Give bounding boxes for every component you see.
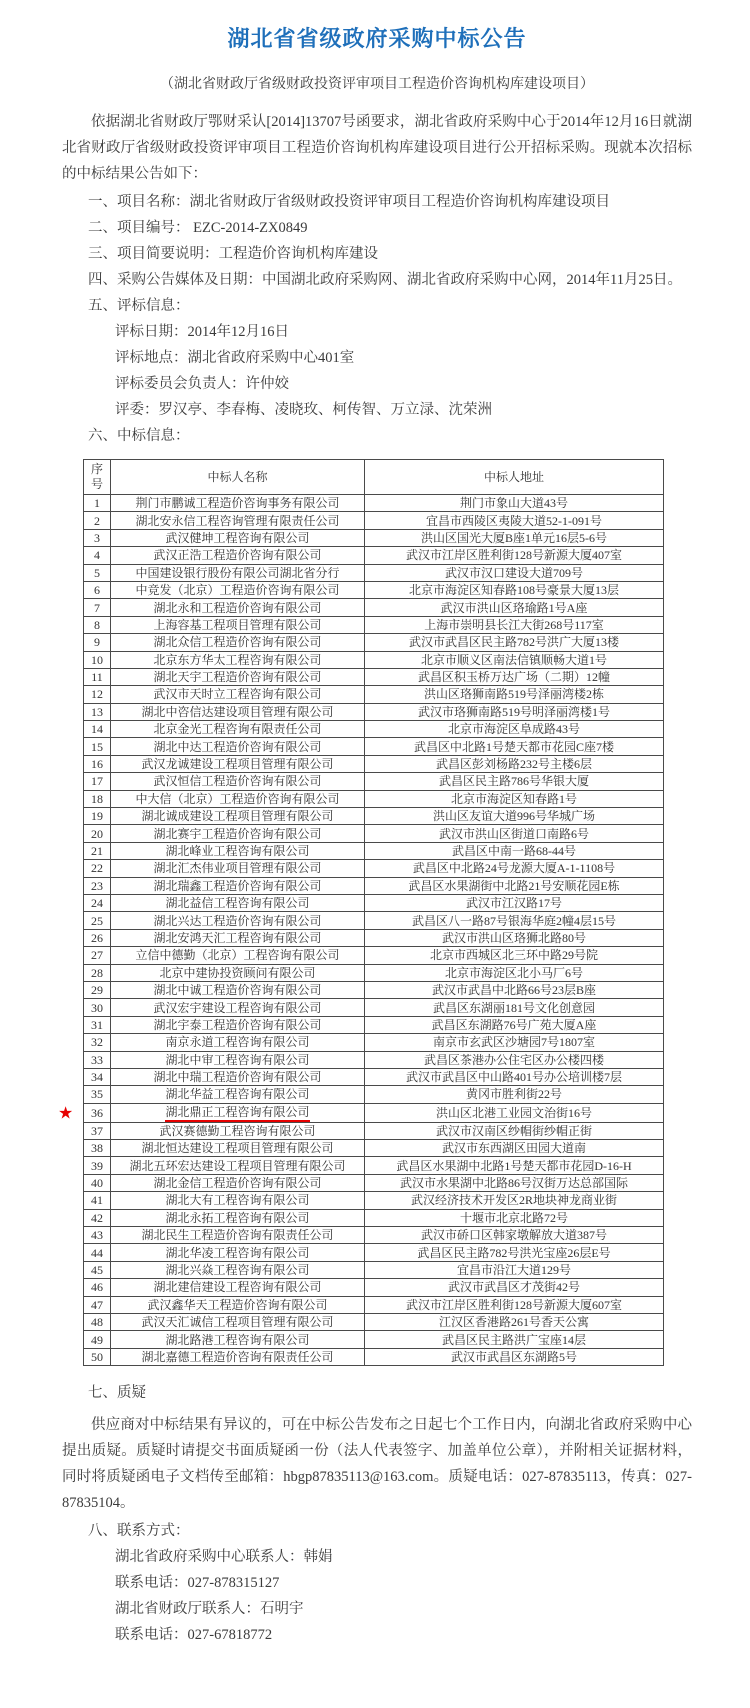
winner-name: 北京东方华太工程咨询有限公司 xyxy=(111,651,365,668)
row-seq: 45 xyxy=(84,1261,111,1278)
winner-name: 湖北建信建设工程咨询有限公司 xyxy=(111,1279,365,1296)
table-row xyxy=(84,634,664,651)
table-row xyxy=(84,877,664,894)
table-row xyxy=(84,894,664,911)
row-seq: 35 xyxy=(84,1086,111,1103)
winner-address: 武昌区八一路87号银海华庭2幢4层15号 xyxy=(365,912,664,929)
row-seq: 13 xyxy=(84,703,111,720)
winner-address: 武汉经济技术开发区2R地块神龙商业街 xyxy=(365,1192,664,1209)
winner-name: 湖北兴焱工程咨询有限公司 xyxy=(111,1261,365,1278)
table-row xyxy=(84,1279,664,1296)
row-seq: 27 xyxy=(84,947,111,964)
row-seq: 26 xyxy=(84,929,111,946)
row-seq: 50 xyxy=(84,1348,111,1365)
winner-address: 南京市玄武区沙塘园7号1807室 xyxy=(365,1034,664,1051)
winner-name: 湖北兴达工程造价咨询有限公司 xyxy=(111,912,365,929)
winner-address: 北京市海淀区阜成路43号 xyxy=(365,721,664,738)
winner-name: 湖北华益工程咨询有限公司 xyxy=(111,1086,365,1103)
row-seq: 15 xyxy=(84,738,111,755)
row-seq: 6 xyxy=(84,581,111,598)
row-seq: 48 xyxy=(84,1313,111,1330)
winner-address: 武汉市水果湖中北路86号汉街万达总部国际 xyxy=(365,1174,664,1191)
table-row xyxy=(84,1227,664,1244)
row-seq: 25 xyxy=(84,912,111,929)
winner-name: 武汉宏宇建设工程咨询有限公司 xyxy=(111,999,365,1016)
page-subtitle: （湖北省财政厅省级财政投资评审项目工程造价咨询机构库建设项目） xyxy=(160,77,594,92)
table-row xyxy=(84,1034,664,1051)
winner-address: 武昌区民主路786号华银大厦 xyxy=(365,773,664,790)
row-seq: 4 xyxy=(84,547,111,564)
table-row xyxy=(84,1348,664,1365)
winner-address: 北京市海淀区知春路1号 xyxy=(365,790,664,807)
winner-name: 湖北众信工程造价咨询有限公司 xyxy=(111,634,365,651)
table-row xyxy=(84,581,664,598)
section-objection-heading: 七、质疑 xyxy=(88,1385,146,1402)
row-seq: 34 xyxy=(84,1068,111,1085)
winner-name: 湖北嘉德工程造价咨询有限责任公司 xyxy=(111,1348,365,1365)
row-seq: 36 ★ xyxy=(84,1103,111,1122)
row-seq: 38 xyxy=(84,1140,111,1157)
table-row xyxy=(84,668,664,685)
table-row xyxy=(84,1296,664,1313)
table-row xyxy=(84,1086,664,1103)
table-row xyxy=(84,1157,664,1174)
winner-name: 湖北路港工程咨询有限公司 xyxy=(111,1331,365,1348)
table-row xyxy=(84,912,664,929)
winner-address: 武昌区东湖路76号广苑大厦A座 xyxy=(365,1016,664,1033)
table-row xyxy=(84,842,664,859)
item-award-heading: 六、中标信息： xyxy=(88,428,190,444)
table-row xyxy=(84,964,664,981)
winner-name: 武汉赛德勤工程咨询有限公司 xyxy=(111,1122,365,1139)
table-row xyxy=(84,999,664,1016)
table-row xyxy=(84,1103,664,1122)
table-row xyxy=(84,1140,664,1157)
row-seq: 33 xyxy=(84,1051,111,1068)
table-row xyxy=(84,599,664,616)
winner-name: 武汉市天时立工程咨询有限公司 xyxy=(111,686,365,703)
objection-paragraph: 供应商对中标结果有异议的，可在中标公告发布之日起七个工作日内，向湖北省政府采购中心提出质疑。质疑时请提交书面质疑函一份（法人代表签字、加盖单位公章），并附相关证据材料，同时将质疑函电子文档传至邮箱：hbgp87835113@163.com。质疑电话：027-87835113，传真：027-87835104。 xyxy=(62,1417,692,1512)
table-row xyxy=(84,703,664,720)
table-row xyxy=(84,1122,664,1139)
winner-address: 武昌区茶港办公住宅区办公楼四楼 xyxy=(365,1051,664,1068)
table-row xyxy=(84,825,664,842)
winner-address: 宜昌市沿江大道129号 xyxy=(365,1261,664,1278)
contact-center-person: 湖北省政府采购中心联系人：韩娟 xyxy=(115,1549,333,1566)
row-seq: 18 xyxy=(84,790,111,807)
evaluation-date: 评标日期：2014年12月16日 xyxy=(115,324,289,340)
winner-name: 湖北益信工程咨询有限公司 xyxy=(111,894,365,911)
winner-address: 武昌区民主路洪广宝座14层 xyxy=(365,1331,664,1348)
winner-address: 江汉区香港路261号香天公寓 xyxy=(365,1313,664,1330)
contact-center-phone: 联系电话：027-878315127 xyxy=(115,1575,280,1592)
winner-address: 武汉市武昌区民主路782号洪广大厦13楼 xyxy=(365,634,664,651)
winner-address: 武汉市洪山区街道口南路6号 xyxy=(365,825,664,842)
contact-finance-person: 湖北省财政厅联系人：石明宇 xyxy=(115,1601,304,1618)
winner-address: 武昌区中南一路68-44号 xyxy=(365,842,664,859)
row-seq: 5 xyxy=(84,564,111,581)
table-row xyxy=(84,738,664,755)
winner-name: 湖北鼎正工程咨询有限公司 xyxy=(111,1103,365,1122)
table-row xyxy=(84,947,664,964)
table-row xyxy=(84,755,664,772)
winner-address: 武汉市江岸区胜利街128号新源大厦407室 xyxy=(365,547,664,564)
table-row xyxy=(84,1209,664,1226)
winner-address: 武汉市江汉路17号 xyxy=(365,894,664,911)
row-seq: 40 xyxy=(84,1174,111,1191)
table-row xyxy=(84,773,664,790)
item-evaluation-heading: 五、评标信息： xyxy=(88,298,190,314)
winner-address: 武汉市硚口区韩家墩解放大道387号 xyxy=(365,1227,664,1244)
table-row xyxy=(84,790,664,807)
row-seq: 30 xyxy=(84,999,111,1016)
table-row xyxy=(84,1192,664,1209)
header-winner-address: 中标人地址 xyxy=(365,460,664,495)
row-seq: 10 xyxy=(84,651,111,668)
evaluation-chief: 评标委员会负责人：许仲姣 xyxy=(115,376,289,392)
row-seq: 43 xyxy=(84,1227,111,1244)
winner-address: 武昌区水果湖街中北路21号安顺花园E栋 xyxy=(365,877,664,894)
winner-address: 武汉市洪山区珞瑜路1号A座 xyxy=(365,599,664,616)
winner-name: 武汉龙诚建设工程项目管理有限公司 xyxy=(111,755,365,772)
winner-address: 武昌区东湖丽181号文化创意园 xyxy=(365,999,664,1016)
row-seq: 2 xyxy=(84,512,111,529)
winner-address: 北京市西城区北三环中路29号院 xyxy=(365,947,664,964)
winner-name: 湖北恒达建设工程项目管理有限公司 xyxy=(111,1140,365,1157)
item-project-brief: 三、项目简要说明：工程造价咨询机构库建设 xyxy=(88,246,378,262)
table-row xyxy=(84,495,664,512)
row-seq: 22 xyxy=(84,860,111,877)
winner-address: 武昌区中北路24号龙源大厦A-1-1108号 xyxy=(365,860,664,877)
evaluation-committee: 评委：罗汉亭、李春梅、凌晓玫、柯传智、万立渌、沈荣洲 xyxy=(115,402,492,418)
row-seq: 28 xyxy=(84,964,111,981)
row-seq: 21 xyxy=(84,842,111,859)
row-seq: 19 xyxy=(84,808,111,825)
row-seq: 16 xyxy=(84,755,111,772)
winner-name: 湖北峰业工程咨询有限公司 xyxy=(111,842,365,859)
winner-name: 湖北安永信工程咨询管理有限责任公司 xyxy=(111,512,365,529)
table-row xyxy=(84,547,664,564)
table-row xyxy=(84,1174,664,1191)
table-row xyxy=(84,616,664,633)
section-contact-heading: 八、联系方式： xyxy=(88,1523,190,1540)
item-announcement-media: 四、采购公告媒体及日期：中国湖北政府采购网、湖北省政府采购中心网，2014年11月25日。 xyxy=(88,272,682,288)
winner-name: 湖北五环宏达建设工程项目管理有限公司 xyxy=(111,1157,365,1174)
winner-address: 武汉市江岸区胜利街128号新源大厦607室 xyxy=(365,1296,664,1313)
table-row xyxy=(84,860,664,877)
table-row xyxy=(84,1068,664,1085)
winner-name: 湖北永拓工程咨询有限公司 xyxy=(111,1209,365,1226)
winner-name: 中国建设银行股份有限公司湖北省分行 xyxy=(111,564,365,581)
winner-name: 湖北汇杰伟业项目管理有限公司 xyxy=(111,860,365,877)
row-seq: 41 xyxy=(84,1192,111,1209)
winner-name: 湖北永和工程造价咨询有限公司 xyxy=(111,599,365,616)
winner-address: 武昌区民主路782号洪光宝座26层E号 xyxy=(365,1244,664,1261)
table-row xyxy=(84,1313,664,1330)
winner-name: 武汉正浩工程造价咨询有限公司 xyxy=(111,547,365,564)
row-seq: 44 xyxy=(84,1244,111,1261)
winner-name: 北京金光工程咨询有限责任公司 xyxy=(111,721,365,738)
winner-name: 武汉恒信工程造价咨询有限公司 xyxy=(111,773,365,790)
winner-address: 武汉市武昌区中山路401号办公培训楼7层 xyxy=(365,1068,664,1085)
winner-address: 荆门市象山大道43号 xyxy=(365,495,664,512)
page-title: 湖北省省级政府采购中标公告 xyxy=(227,26,527,51)
winner-address: 宜昌市西陵区夷陵大道52-1-091号 xyxy=(365,512,664,529)
header-seq: 序号 xyxy=(84,460,111,495)
table-row xyxy=(84,1244,664,1261)
winner-name: 湖北中瑞工程造价咨询有限公司 xyxy=(111,1068,365,1085)
row-seq: 39 xyxy=(84,1157,111,1174)
table-row xyxy=(84,529,664,546)
winners-table-body xyxy=(58,495,664,1366)
table-header-row xyxy=(84,460,664,495)
winners-table xyxy=(58,459,664,1366)
winner-address: 武汉市汉南区纱帽街纱帽正街 xyxy=(365,1122,664,1139)
winner-name: 湖北中达工程造价咨询有限公司 xyxy=(111,738,365,755)
winner-name: 北京中建协投资顾问有限公司 xyxy=(111,964,365,981)
table-row xyxy=(84,808,664,825)
row-seq: 46 xyxy=(84,1279,111,1296)
winner-address: 洪山区友谊大道996号华城广场 xyxy=(365,808,664,825)
winner-address: 洪山区珞狮南路519号泽丽湾楼2栋 xyxy=(365,686,664,703)
winner-address: 武汉市珞狮南路519号明泽丽湾楼1号 xyxy=(365,703,664,720)
table-row xyxy=(84,1016,664,1033)
winner-address: 洪山区北港工业园文治街16号 xyxy=(365,1103,664,1122)
row-seq: 42 xyxy=(84,1209,111,1226)
winner-address: 武昌区彭刘杨路232号主楼6层 xyxy=(365,755,664,772)
winner-address: 武汉市汉口建设大道709号 xyxy=(365,564,664,581)
star-icon: ★ xyxy=(58,1103,74,1123)
header-winner-name: 中标人名称 xyxy=(111,460,365,495)
winner-name: 湖北瑞鑫工程造价咨询有限公司 xyxy=(111,877,365,894)
table-row xyxy=(84,686,664,703)
winner-name: 立信中德勤（北京）工程咨询有限公司 xyxy=(111,947,365,964)
row-seq: 14 xyxy=(84,721,111,738)
winner-address: 武汉市武昌中北路66号23层B座 xyxy=(365,981,664,998)
row-seq: 12 xyxy=(84,686,111,703)
winner-address: 上海市崇明县长江大街268号117室 xyxy=(365,616,664,633)
winner-name: 湖北诚成建设工程项目管理有限公司 xyxy=(111,808,365,825)
table-row xyxy=(84,512,664,529)
winner-address: 武汉市武昌区才茂街42号 xyxy=(365,1279,664,1296)
winner-name: 武汉天汇诚信工程项目管理有限公司 xyxy=(111,1313,365,1330)
table-row xyxy=(84,564,664,581)
evaluation-place: 评标地点：湖北省政府采购中心401室 xyxy=(115,350,355,366)
table-row xyxy=(84,1331,664,1348)
intro-paragraph: 依据湖北省财政厅鄂财采认[2014]13707号函要求，湖北省政府采购中心于2014年12月16日就湖北省财政厅省级财政投资评审项目工程造价咨询机构库建设项目进行公开招标采购。现就本次招标的中标结果公告如下： xyxy=(62,114,692,182)
winner-address: 洪山区国光大厦B座1单元16层5-6号 xyxy=(365,529,664,546)
item-project-number: 二、项目编号： EZC-2014-ZX0849 xyxy=(88,220,308,236)
winner-name: 南京永道工程咨询有限公司 xyxy=(111,1034,365,1051)
winner-name: 湖北民生工程造价咨询有限责任公司 xyxy=(111,1227,365,1244)
winner-address: 北京市海淀区知春路108号豪景大厦13层 xyxy=(365,581,664,598)
table-row xyxy=(84,981,664,998)
winner-name: 武汉鑫华天工程造价咨询有限公司 xyxy=(111,1296,365,1313)
winner-address: 武昌区中北路1号楚天都市花园C座7楼 xyxy=(365,738,664,755)
winner-name: 湖北中咨信达建设项目管理有限公司 xyxy=(111,703,365,720)
winner-name: 荆门市鹏诚工程造价咨询事务有限公司 xyxy=(111,495,365,512)
table-row xyxy=(84,721,664,738)
winner-address: 北京市顺义区南法信镇顺畅大道1号 xyxy=(365,651,664,668)
row-seq: 17 xyxy=(84,773,111,790)
row-seq: 47 xyxy=(84,1296,111,1313)
row-seq: 7 xyxy=(84,599,111,616)
row-seq: 3 xyxy=(84,529,111,546)
winner-name: 湖北赛宇工程造价咨询有限公司 xyxy=(111,825,365,842)
winner-name: 湖北天宇工程造价咨询有限公司 xyxy=(111,668,365,685)
winner-address: 武汉市东西湖区田园大道南 xyxy=(365,1140,664,1157)
winner-name: 武汉健坤工程咨询有限公司 xyxy=(111,529,365,546)
winner-address: 黄冈市胜利街22号 xyxy=(365,1086,664,1103)
winner-name: 湖北大有工程咨询有限公司 xyxy=(111,1192,365,1209)
winner-address: 武汉市洪山区珞狮北路80号 xyxy=(365,929,664,946)
row-seq: 29 xyxy=(84,981,111,998)
row-seq: 49 xyxy=(84,1331,111,1348)
winner-name: 上海容基工程项目管理有限公司 xyxy=(111,616,365,633)
winner-address: 武汉市武昌区东湖路5号 xyxy=(365,1348,664,1365)
winner-name: 湖北安鸿天汇工程咨询有限公司 xyxy=(111,929,365,946)
winner-name: 中竞发（北京）工程造价咨询有限公司 xyxy=(111,581,365,598)
row-seq: 23 xyxy=(84,877,111,894)
row-seq: 9 xyxy=(84,634,111,651)
winner-name: 湖北华凌工程咨询有限公司 xyxy=(111,1244,365,1261)
item-project-name: 一、项目名称：湖北省财政厅省级财政投资评审项目工程造价咨询机构库建设项目 xyxy=(88,194,610,210)
table-row xyxy=(84,1261,664,1278)
winner-address: 十堰市北京北路72号 xyxy=(365,1209,664,1226)
table-row xyxy=(84,929,664,946)
row-seq: 11 xyxy=(84,668,111,685)
row-seq: 32 xyxy=(84,1034,111,1051)
row-seq: 8 xyxy=(84,616,111,633)
row-seq: 20 xyxy=(84,825,111,842)
row-seq: 31 xyxy=(84,1016,111,1033)
winner-address: 武昌区水果湖中北路1号楚天都市花园D-16-H xyxy=(365,1157,664,1174)
row-seq: 37 xyxy=(84,1122,111,1139)
table-row xyxy=(84,1051,664,1068)
winner-name: 中大信（北京）工程造价咨询有限公司 xyxy=(111,790,365,807)
winner-name: 湖北中审工程咨询有限公司 xyxy=(111,1051,365,1068)
contact-finance-phone: 联系电话：027-67818772 xyxy=(115,1627,273,1644)
row-seq: 24 xyxy=(84,894,111,911)
winner-name: 湖北宇泰工程造价咨询有限公司 xyxy=(111,1016,365,1033)
winner-address: 北京市海淀区北小马厂6号 xyxy=(365,964,664,981)
row-seq: 1 xyxy=(84,495,111,512)
winner-address: 武昌区积玉桥万达广场（二期）12幢 xyxy=(365,668,664,685)
winner-name: 湖北中诚工程造价咨询有限公司 xyxy=(111,981,365,998)
winner-name: 湖北金信工程造价咨询有限公司 xyxy=(111,1174,365,1191)
table-row xyxy=(84,651,664,668)
